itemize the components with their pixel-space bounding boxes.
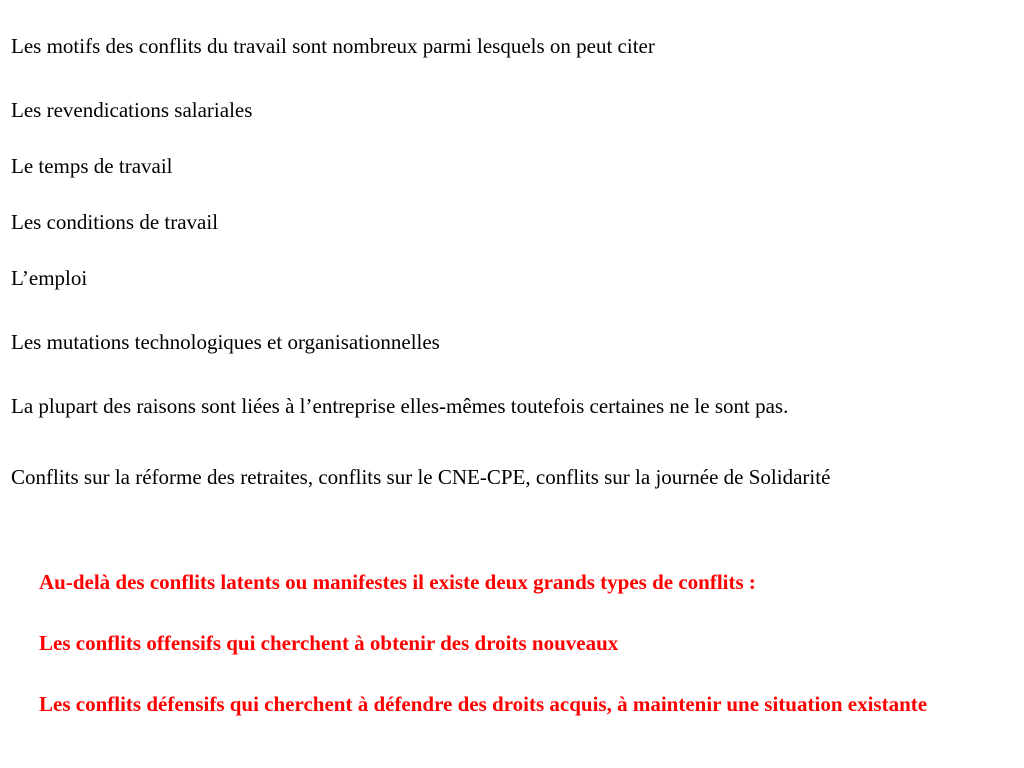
motif-item-emploi: L’emploi: [11, 266, 88, 290]
motif-item-temps: Le temps de travail: [11, 154, 173, 178]
intro-text: Les motifs des conflits du travail sont nombreux parmi lesquels on peut citer: [11, 34, 655, 58]
conflits-defensifs: Les conflits défensifs qui cherchent à défendre des droits acquis, à maintenir une situation existante: [39, 692, 928, 716]
types-heading: Au-delà des conflits latents ou manifestes il existe deux grands types de conflits :: [39, 570, 756, 594]
raisons-text: La plupart des raisons sont liées à l’entreprise elles-mêmes toutefois certaines ne le sont pas.: [11, 394, 789, 418]
conflits-offensifs: Les conflits offensifs qui cherchent à obtenir des droits nouveaux: [39, 631, 619, 655]
exemples-paragraph: Conflits sur la réforme des retraites, conflits sur le CNE-CPE, conflits sur la journée de Solidarité: [11, 465, 831, 489]
motif-item-revendications: Les revendications salariales: [11, 98, 253, 122]
motif-item-conditions: Les conditions de travail: [11, 210, 219, 234]
motif-item-mutations: Les mutations technologiques et organisationnelles: [11, 330, 440, 354]
